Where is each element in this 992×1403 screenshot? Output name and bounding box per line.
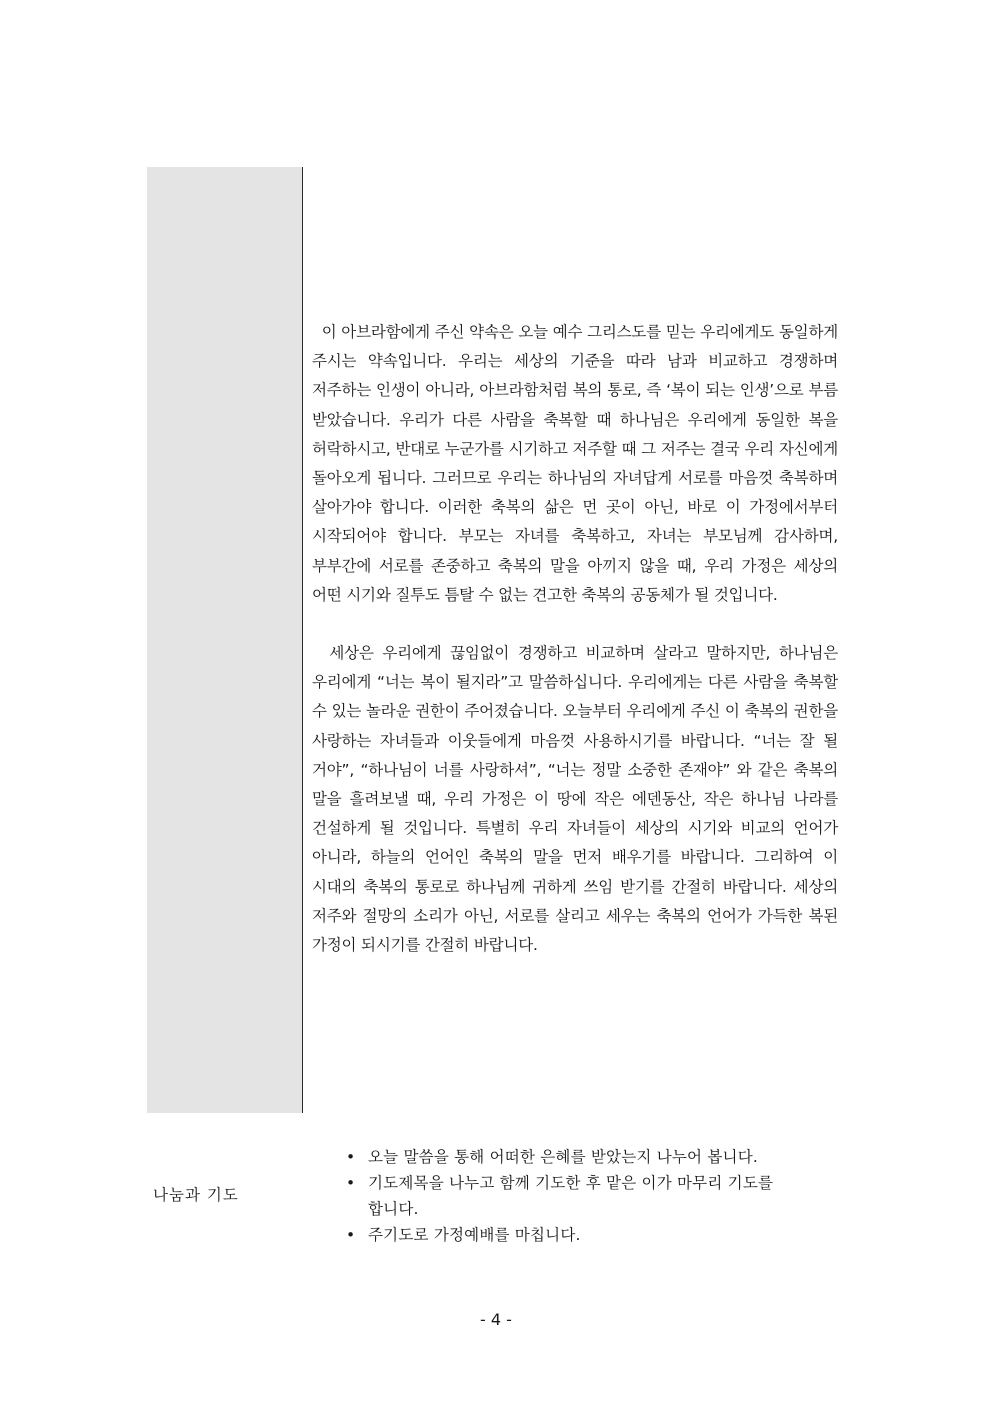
body-paragraph-1: 이 아브라함에게 주신 약속은 오늘 예수 그리스도를 믿는 우리에게도 동일하게 주시는 약속입니다. 우리는 세상의 기준을 따라 남과 비교하고 경쟁하며 저주하는 인생이 아니라, 아브라함처럼 복의 통로, 즉 ‘복이 되는 인생’으로 부름 받았습니다. 우리가 다른 사람을 축복할 때 하나님은 우리에게 동일한 복을 허락하시고, 반대로 누군가를 시기하고 저주할 때 그 저주는 결국 우리 자신에게 돌아오게 됩니다. 그러므로 우리는 하나님의 자녀답게 서로를 마음껏 축복하며 살아가야 합니다. 이러한 축복의 삶은 먼 곳이 아닌, 바로 이 가정에서부터 시작되어야 합니다. 부모는 자녀를 축복하고, 자녀는 부모님께 감사하며, 부부간에 서로를 존중하고 축복의 말을 아끼지 않을 때, 우리 가정은 세상의 어떤 시기와 질투도 틈탈 수 없는 견고한 축복의 공동체가 될 것입니다. [312, 323, 843, 604]
sermon-body [312, 318, 843, 960]
sharing-bullet-list [344, 1144, 828, 1248]
body-paragraph-2: 세상은 우리에게 끊임없이 경쟁하고 비교하며 살라고 말하지만, 하나님은 우리에게 “너는 복이 될지라”고 말씀하십니다. 우리에게는 다른 사람을 축복할 수 있는 놀라운 권한이 주어졌습니다. 오늘부터 우리에게 주신 이 축복의 권한을 사랑하는 자녀들과 이웃들에게 마음껏 사용하시기를 바랍니다. “너는 잘 될 거야”, “하나님이 너를 사랑하셔”, “너는 정말 소중한 존재야” 와 같은 축복의 말을 흘려보낼 때, 우리 가정은 이 땅에 작은 에덴동산, 작은 하나님 나라를 건설하게 될 것입니다. 특별히 우리 자녀들이 세상의 시기와 비교의 언어가 아니라, 하늘의 언어인 축복의 말을 먼저 배우기를 바랍니다. 그리하여 이 시대의 축복의 통로로 하나님께 귀하게 쓰임 받기를 간절히 바랍니다. 세상의 저주와 절망의 소리가 아닌, 서로를 살리고 세우는 축복의 언어가 가득한 복된 가정이 되시기를 간절히 바랍니다. [312, 644, 843, 955]
paragraph-spacer [312, 610, 838, 639]
sidebar-shade-panel [147, 167, 303, 1113]
list-item-text: 기도제목을 나누고 함께 기도한 후 맡은 이가 마무리 기도를 합니다. [368, 1174, 774, 1218]
vertical-divider [302, 167, 303, 1113]
bullet-icon: • [346, 1226, 356, 1244]
bullet-icon: • [346, 1174, 356, 1192]
list-item [344, 1222, 828, 1248]
list-item [344, 1144, 828, 1170]
list-item-text: 주기도로 가정예배를 마칩니다. [368, 1226, 581, 1244]
sharing-section-label: 나눔과 기도 [153, 1186, 239, 1204]
list-item [344, 1170, 828, 1222]
page-number: - 4 - [480, 1310, 512, 1329]
bullet-icon: • [346, 1148, 356, 1166]
list-item-text: 오늘 말씀을 통해 어떠한 은혜를 받았는지 나누어 봅니다. [368, 1148, 758, 1166]
